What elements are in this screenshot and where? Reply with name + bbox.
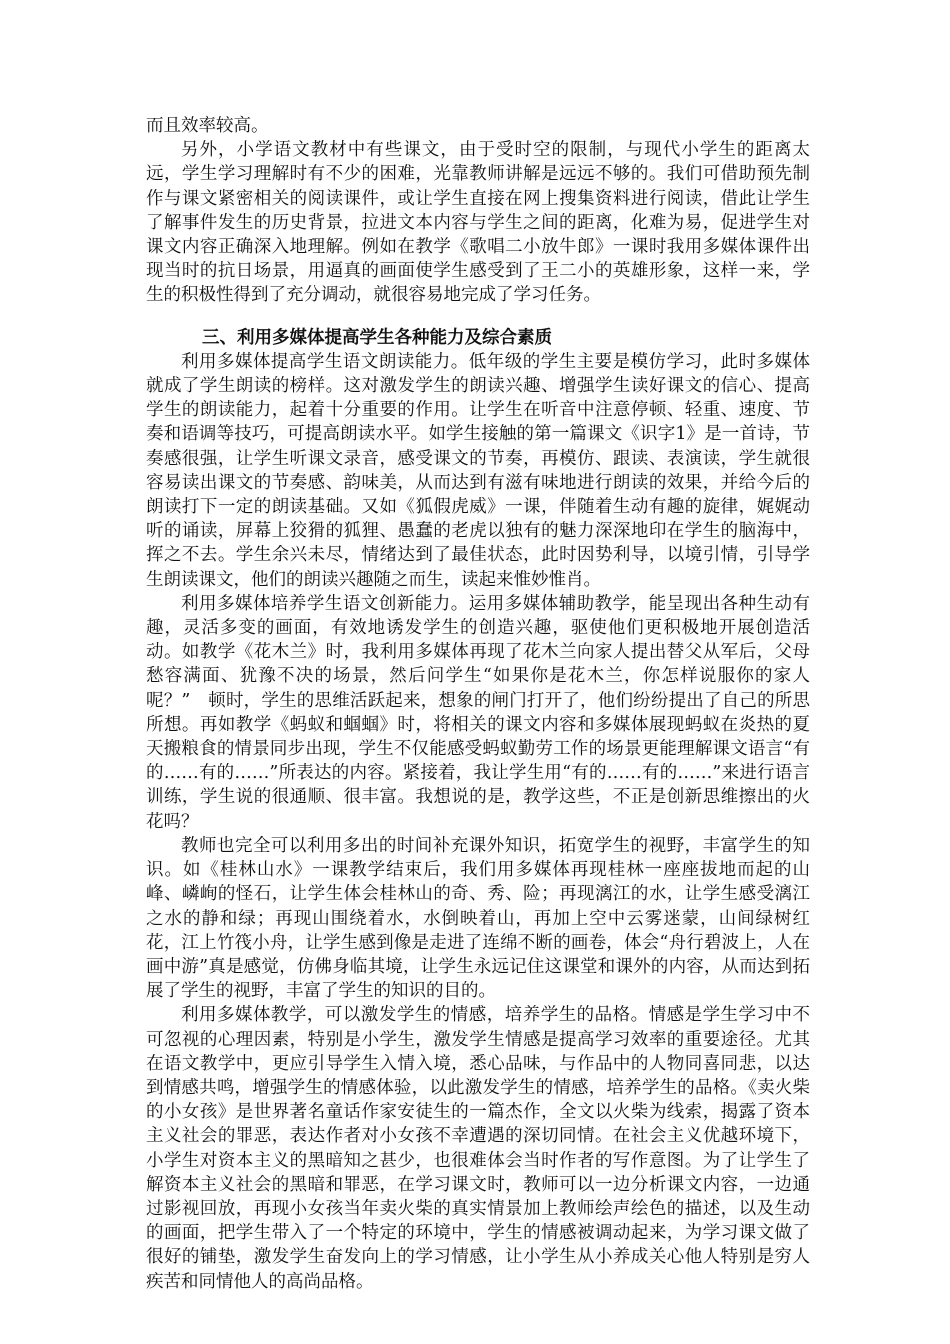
paragraph-distance-reading: 另外，小学语文教材中有些课文，由于受时空的限制，与现代小学生的距离太远，学生学习理解时有不少的困难，光靠教师讲解是远远不够的。我们可借助预先制作与课文紧密相关的阅读课件，或让学生直接在网上搜集资料进行阅读，借此让学生了解事件发生的历史背景，拉进文本内容与学生之间的距离，化难为易，促进学生对课文内容正确深入地理解。例如在教学《歌唱二小放牛郎》一课时我用多媒体课件出现当时的抗日场景，用逼真的画面使学生感受到了王二小的英雄形象，这样一来，学生的积极性得到了充分调动，就很容易地完成了学习任务。 (146, 140, 810, 306)
document-body (146, 114, 810, 1294)
section-heading: 三、利用多媒体提高学生各种能力及综合素质 (202, 327, 552, 348)
paragraph-continuation: 而且效率较高。 (146, 116, 269, 136)
paragraph-innovation-ability: 利用多媒体培养学生语文创新能力。运用多媒体辅助教学，能呈现出各种生动有趣，灵活多变的画面，有效地诱发学生的创造兴趣，驱使他们更积极地开展创造活动。如教学《花木兰》时，我利用多媒体再现了花木兰向家人提出替父从军后，父母愁容满面、犹豫不决的场景，然后问学生“如果你是花木兰，你怎样说服你的家人呢？” 顿时，学生的思维活跃起来，想象的闸门打开了，他们纷纷提出了自己的所思所想。再如教学《蚂蚁和蝈蝈》时，将相关的课文内容和多媒体展现蚂蚁在炎热的夏天搬粮食的情景同步出现，学生不仅能感受蚂蚁勤劳工作的场景更能理解课文语言“有的……有的……”所表达的内容。紧接着，我让学生用“有的……有的……”来进行语言训练，学生说的很通顺、很丰富。我想说的是，教学这些，不正是创新思维擦出的火花吗？ (146, 593, 810, 832)
paragraph-emotion-character: 利用多媒体教学，可以激发学生的情感，培养学生的品格。情感是学生学习中不可忽视的心理因素，特别是小学生，激发学生情感是提高学习效率的重要途径。尤其在语文教学中，更应引导学生入情入境，悉心品味，与作品中的人物同喜同悲，以达到情感共鸣，增强学生的情感体验，以此激发学生的情感，培养学生的品格。《卖火柴的小女孩》是世界著名童话作家安徒生的一篇杰作，全文以火柴为线索，揭露了资本主义社会的罪恶，表达作者对小女孩不幸遭遇的深切同情。在社会主义优越环境下，小学生对资本主义的黑暗知之甚少，也很难体会当时作者的写作意图。为了让学生了解资本主义社会的黑暗和罪恶，在学习课文时，教师可以一边分析课文内容，一边通过影视回放，再现小女孩当年卖火柴的真实情景加上教师绘声绘色的描述，以及生动的画面，把学生带入了一个特定的环境中，学生的情感被调动起来，为学习课文做了很好的铺垫，激发学生奋发向上的学习情感，让小学生从小养成关心他人特别是穷人疾苦和同情他人的高尚品格。 (146, 1005, 810, 1292)
paragraph-reading-ability: 利用多媒体提高学生语文朗读能力。低年级的学生主要是模仿学习，此时多媒体就成了学生朗读的榜样。这对激发学生的朗读兴趣、增强学生读好课文的信心、提高学生的朗读能力，起着十分重要的作用。让学生在听音中注意停顿、轻重、速度、节奏和语调等技巧，可提高朗读水平。如学生接触的第一篇课文《识字1》是一首诗，节奏感很强，让学生听课文录音，感受课文的节奏，再模仿、跟读、表演读，学生就很容易读出课文的节奏感、韵味美，从而达到有滋有味地进行朗读的效果，并给今后的朗读打下一定的朗读基础。又如《狐假虎威》一课，伴随着生动有趣的旋律，娓娓动听的诵读，屏幕上狡猾的狐狸、愚蠢的老虎以独有的魅力深深地印在学生的脑海中，挥之不去。学生余兴未尽，情绪达到了最佳状态，此时因势利导，以境引情，引导学生朗读课文，他们的朗读兴趣随之而生，读起来惟妙惟肖。 (146, 351, 810, 590)
paragraph-extracurricular-knowledge: 教师也完全可以利用多出的时间补充课外知识，拓宽学生的视野，丰富学生的知识。如《桂林山水》一课教学结束后，我们用多媒体再现桂林一座座拔地而起的山峰、嶙峋的怪石，让学生体会桂林山的奇、秀、险；再现漓江的水，让学生感受漓江之水的静和绿；再现山围绕着水，水倒映着山，再加上空中云雾迷蒙，山间绿树红花，江上竹筏小舟，让学生感到像是走进了连绵不断的画卷，体会“舟行碧波上，人在画中游”真是感觉，仿佛身临其境，让学生永远记住这课堂和课外的内容，从而达到拓展了学生的视野，丰富了学生的知识的目的。 (146, 835, 810, 1002)
